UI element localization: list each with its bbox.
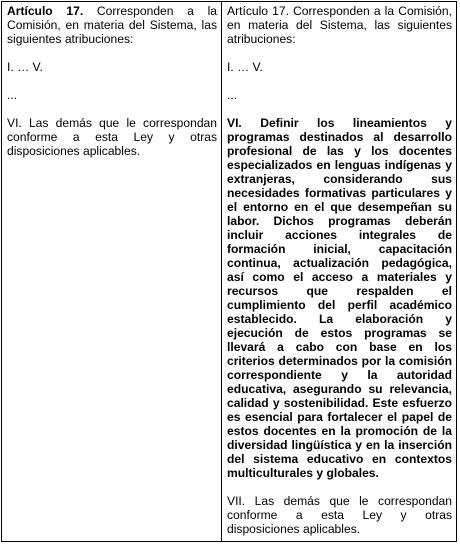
ellipsis-left: ...	[7, 88, 18, 102]
item-vi-left: VI. Las demás que le correspondan conforme a esta Ley y otras disposiciones aplicables.	[7, 116, 217, 158]
article-intro-text-left: Corresponden a la Comisión, en materia del Sistema, las siguientes atribuciones:	[7, 4, 217, 46]
comparison-table	[1, 1, 457, 542]
item-range-left: I. … V.	[7, 60, 43, 74]
article-intro-right: Artículo 17. Corresponden a la Comisión, en materia del Sistema, las siguientes atribuciones:	[227, 4, 452, 46]
article-label-left: Artículo 17.	[7, 4, 84, 18]
article-intro-left	[7, 4, 217, 46]
item-vi-right: VI. Definir los lineamientos y programas destinados al desarrollo profesional de las y los docentes especializados en lenguas indígenas y extranjeras, considerando sus necesidades formativas particulares y el entorno en el que desempeñan su labor. Dichos programas deberán incluir acciones integrales de formación inicial, capacitación continua, actualización pedagógica, así como el acceso a materiales y recursos que respalden el cumplimiento del perfil académico establecido. La elaboración y ejecución de estos programas se llevará a cabo con base en los criterios determinados por la comisión correspondiente y la autoridad educativa, asegurando su relevancia, calidad y sostenibilidad. Este esfuerzo es esencial para fortalecer el papel de estos docentes en la promoción de la diversidad lingüística y en la inserción del sistema educativo en contextos multiculturales y globales.	[227, 116, 452, 480]
item-range-right: I. … V.	[227, 60, 263, 74]
proposed-text-column	[222, 2, 456, 541]
ellipsis-right: ...	[227, 88, 238, 102]
current-text-column	[2, 2, 222, 541]
item-vii-right: VII. Las demás que le correspondan conforme a esta Ley y otras disposiciones aplicables.	[227, 494, 452, 536]
